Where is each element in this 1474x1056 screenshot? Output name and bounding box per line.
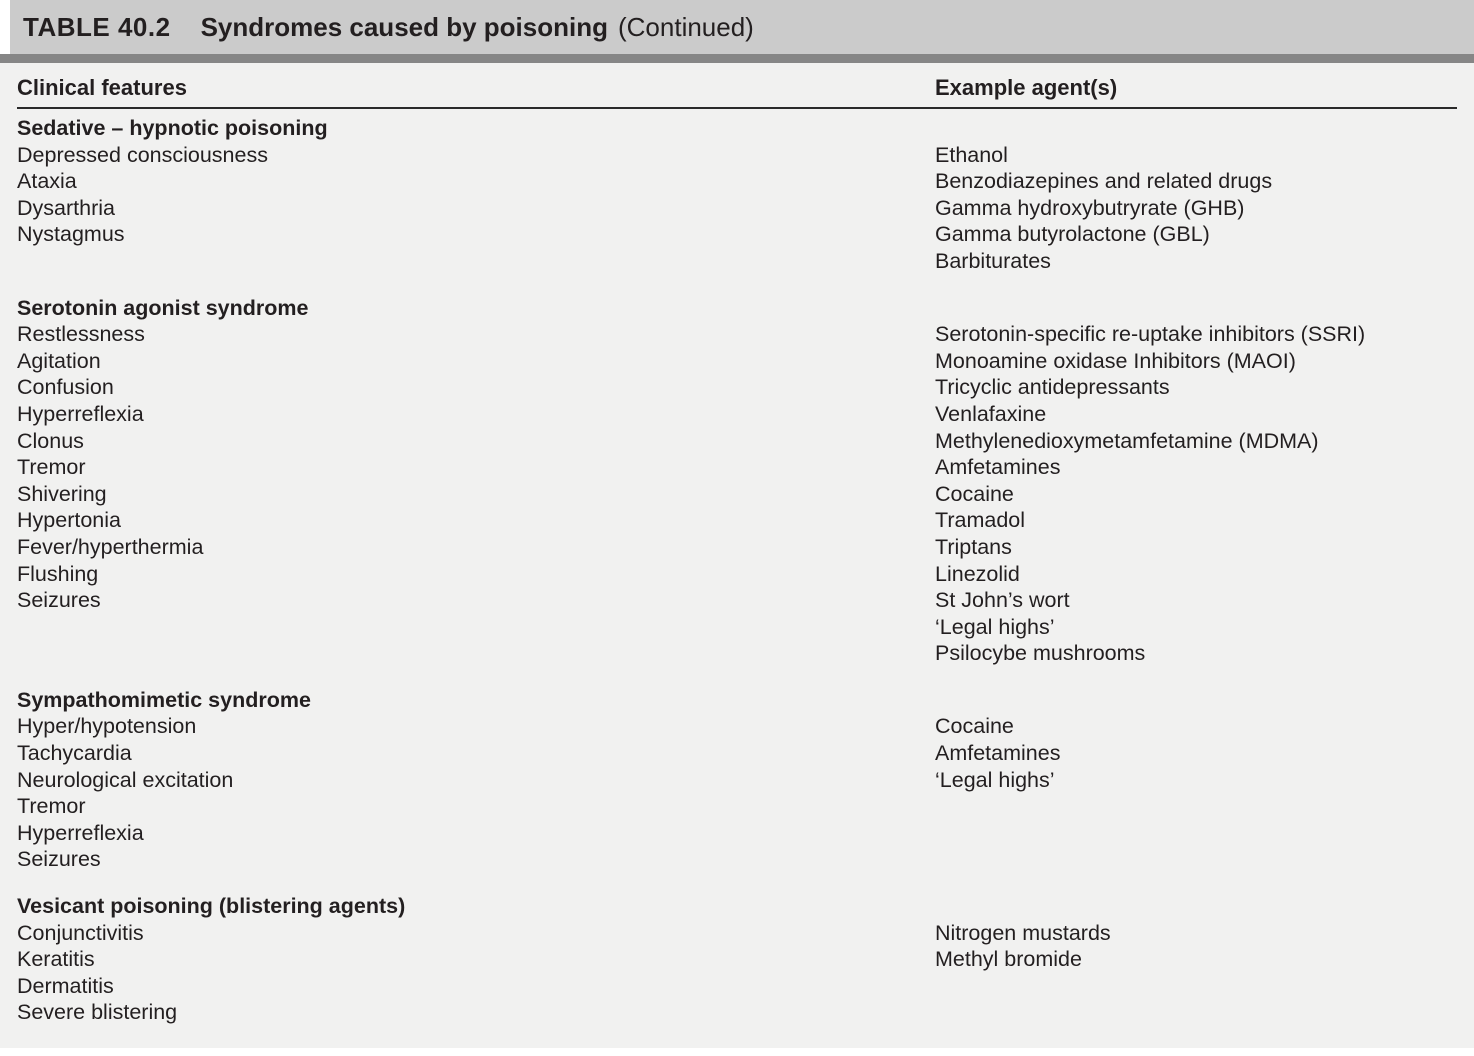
clinical-feature-cell: Flushing bbox=[17, 561, 99, 586]
example-agent-cell: Cocaine bbox=[935, 481, 1014, 506]
clinical-feature-cell: Nystagmus bbox=[17, 222, 125, 247]
example-agent-cell: Methylenedioxymetamfetamine (MDMA) bbox=[935, 428, 1319, 453]
example-agent-cell: Ethanol bbox=[935, 142, 1008, 167]
example-agent-cell: ‘Legal highs’ bbox=[935, 614, 1055, 639]
table-number-label: TABLE 40.2 bbox=[23, 11, 171, 42]
section-header: Vesicant poisoning (blistering agents) bbox=[17, 894, 406, 919]
clinical-feature-cell: Shivering bbox=[17, 481, 107, 506]
clinical-feature-cell: Tremor bbox=[17, 455, 86, 480]
example-agent-cell: Serotonin-specific re-uptake inhibitors (SSRI) bbox=[935, 322, 1366, 347]
example-agent-cell: Benzodiazepines and related drugs bbox=[935, 169, 1273, 194]
clinical-feature-cell: Fever/hyperthermia bbox=[17, 534, 204, 559]
title-divider-bar bbox=[0, 54, 1474, 63]
table-section bbox=[0, 295, 1474, 667]
example-agent-cell: Amfetamines bbox=[935, 455, 1061, 480]
example-agent-cell: Tramadol bbox=[935, 508, 1026, 533]
example-agent-cell: Triptans bbox=[935, 534, 1012, 559]
clinical-feature-cell: Hyper/hypotension bbox=[17, 714, 197, 739]
section-header: Sympathomimetic syndrome bbox=[17, 687, 311, 712]
table-section bbox=[0, 687, 1474, 873]
table-title-bar bbox=[10, 0, 1474, 54]
clinical-features-column bbox=[0, 893, 935, 1026]
section-header: Sedative – hypnotic poisoning bbox=[17, 116, 328, 140]
table-body-area bbox=[0, 63, 1474, 1048]
clinical-features-column bbox=[0, 115, 935, 275]
example-agent-cell: Tricyclic antidepressants bbox=[935, 375, 1170, 400]
example-agent-cell: Monoamine oxidase Inhibitors (MAOI) bbox=[935, 348, 1296, 373]
example-agent-cell: Methyl bromide bbox=[935, 947, 1082, 972]
example-agents-column bbox=[935, 893, 1474, 1026]
clinical-feature-cell: Seizures bbox=[17, 847, 101, 872]
example-agent-cell: Amfetamines bbox=[935, 741, 1061, 766]
clinical-feature-cell: Keratitis bbox=[17, 947, 95, 972]
example-agents-column bbox=[935, 115, 1474, 275]
clinical-feature-cell: Hypertonia bbox=[17, 508, 121, 533]
example-agent-cell: St John’s wort bbox=[935, 588, 1070, 613]
table-continued-label: (Continued) bbox=[617, 11, 754, 42]
example-agent-cell: Venlafaxine bbox=[935, 401, 1047, 426]
example-agent-cell: ‘Legal highs’ bbox=[935, 767, 1055, 792]
clinical-feature-cell: Hyperreflexia bbox=[17, 401, 144, 426]
column-header-row bbox=[0, 75, 1474, 101]
example-agent-cell: Barbiturates bbox=[935, 248, 1051, 273]
clinical-feature-cell: Agitation bbox=[17, 348, 101, 373]
example-agent-cell: Psilocybe mushrooms bbox=[935, 641, 1146, 666]
clinical-feature-cell: Ataxia bbox=[17, 169, 77, 194]
clinical-feature-cell: Dysarthria bbox=[17, 195, 115, 220]
clinical-features-column bbox=[0, 295, 935, 667]
section-header: Serotonin agonist syndrome bbox=[17, 295, 309, 320]
example-agent-cell: Gamma hydroxybutryrate (GHB) bbox=[935, 195, 1245, 220]
clinical-feature-cell: Clonus bbox=[17, 428, 84, 453]
clinical-feature-cell: Neurological excitation bbox=[17, 767, 234, 792]
example-agent-cell: Nitrogen mustards bbox=[935, 920, 1111, 945]
clinical-feature-cell: Conjunctivitis bbox=[17, 920, 144, 945]
clinical-feature-cell: Confusion bbox=[17, 375, 114, 400]
clinical-feature-cell: Seizures bbox=[17, 588, 101, 613]
table-sections bbox=[0, 109, 1474, 1026]
example-agent-cell: Linezolid bbox=[935, 561, 1020, 586]
table-section bbox=[0, 893, 1474, 1026]
clinical-feature-cell: Dermatitis bbox=[17, 973, 114, 998]
column-header-example-agents: Example agent(s) bbox=[935, 75, 1118, 100]
clinical-features-column bbox=[0, 687, 935, 873]
example-agents-column bbox=[935, 295, 1474, 667]
clinical-feature-cell: Tachycardia bbox=[17, 741, 132, 766]
example-agent-cell: Gamma butyrolactone (GBL) bbox=[935, 222, 1210, 247]
clinical-feature-cell: Severe blistering bbox=[17, 1000, 178, 1025]
clinical-feature-cell: Depressed consciousness bbox=[17, 142, 268, 167]
table-section bbox=[0, 115, 1474, 275]
column-header-clinical-features: Clinical features bbox=[17, 75, 187, 100]
clinical-feature-cell: Restlessness bbox=[17, 322, 145, 347]
example-agent-cell: Cocaine bbox=[935, 714, 1014, 739]
example-agents-column bbox=[935, 687, 1474, 873]
table-title: Syndromes caused by poisoning bbox=[200, 11, 608, 42]
clinical-feature-cell: Tremor bbox=[17, 794, 86, 819]
clinical-feature-cell: Hyperreflexia bbox=[17, 820, 144, 845]
